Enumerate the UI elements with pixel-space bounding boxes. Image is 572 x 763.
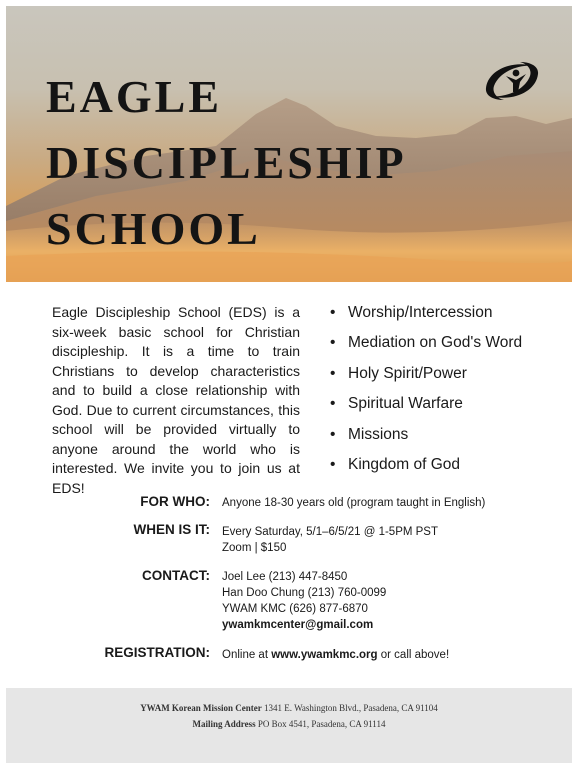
bullet-icon: • bbox=[330, 395, 336, 413]
title-line-1: EAGLE bbox=[46, 71, 223, 122]
bullet-icon: • bbox=[330, 304, 336, 321]
schedule-text: Every Saturday, 5/1–6/5/21 @ 1-5PM PST bbox=[222, 526, 439, 538]
hero-banner bbox=[6, 6, 572, 282]
list-item bbox=[330, 300, 522, 330]
when-value bbox=[222, 524, 438, 556]
bullet-icon: • bbox=[330, 425, 336, 443]
list-item bbox=[330, 391, 522, 421]
bullet-icon: • bbox=[330, 364, 336, 382]
registration-value bbox=[222, 647, 449, 663]
topic-label: Worship/Intercession bbox=[348, 304, 493, 321]
bullet-icon: • bbox=[330, 334, 336, 352]
topic-label: Mediation on God's Word bbox=[348, 334, 523, 352]
for-who-text: Anyone 18-30 years old (program taught in English) bbox=[222, 497, 486, 509]
footer-center-address bbox=[6, 703, 572, 713]
topic-label: Kingdom of God bbox=[348, 455, 461, 473]
contact-line: YWAM KMC (626) 877-6870 bbox=[222, 603, 368, 615]
list-item bbox=[330, 422, 522, 452]
contact-line: Han Doo Chung (213) 760-0099 bbox=[222, 587, 387, 599]
format-price-text: Zoom | $150 bbox=[222, 542, 287, 554]
page-title bbox=[46, 64, 407, 262]
bullet-icon: • bbox=[330, 455, 336, 473]
topic-label: Spiritual Warfare bbox=[348, 395, 463, 413]
when-label: WHEN IS IT: bbox=[133, 522, 210, 537]
for-who-value bbox=[222, 495, 485, 511]
footer bbox=[6, 688, 572, 763]
for-who-label: FOR WHO: bbox=[140, 494, 210, 509]
topic-label: Missions bbox=[348, 425, 409, 443]
footer-mailing-address-text: PO Box 4541, Pasadena, CA 91114 bbox=[257, 719, 386, 729]
title-line-2: DISCIPLESHIP bbox=[46, 137, 407, 188]
ywam-logo-icon bbox=[482, 58, 542, 104]
contact-value bbox=[222, 569, 386, 633]
list-item bbox=[330, 361, 522, 391]
topic-label: Holy Spirit/Power bbox=[348, 364, 467, 382]
registration-prefix: Online at bbox=[222, 649, 269, 661]
list-item bbox=[330, 330, 522, 360]
topic-list bbox=[330, 300, 522, 482]
registration-link[interactable]: www.ywamkmc.org bbox=[271, 649, 378, 661]
footer-mailing-label: Mailing Address bbox=[192, 719, 256, 729]
footer-center-address-text: 1341 E. Washington Blvd., Pasadena, CA 91104 bbox=[264, 703, 438, 713]
registration-suffix: or call above! bbox=[380, 649, 450, 661]
intro-paragraph: Eagle Discipleship School (EDS) is a six-week basic school for Christian discipleship. It is a time to train Christians to develop characteristics and to build a close relationship with God. Due to current circumstances, this school will be provided virtually to anyone around the world who is interested. We invite you to join us at EDS! bbox=[52, 304, 300, 496]
title-line-3: SCHOOL bbox=[46, 203, 261, 254]
footer-center-label: YWAM Korean Mission Center bbox=[140, 703, 262, 713]
contact-email-link[interactable]: ywamkmcenter@gmail.com bbox=[222, 619, 374, 631]
footer-mailing-address bbox=[6, 719, 572, 729]
list-item bbox=[330, 452, 522, 482]
contact-label: CONTACT: bbox=[142, 568, 210, 583]
registration-label: REGISTRATION: bbox=[104, 645, 210, 660]
contact-line: Joel Lee (213) 447-8450 bbox=[222, 571, 348, 583]
